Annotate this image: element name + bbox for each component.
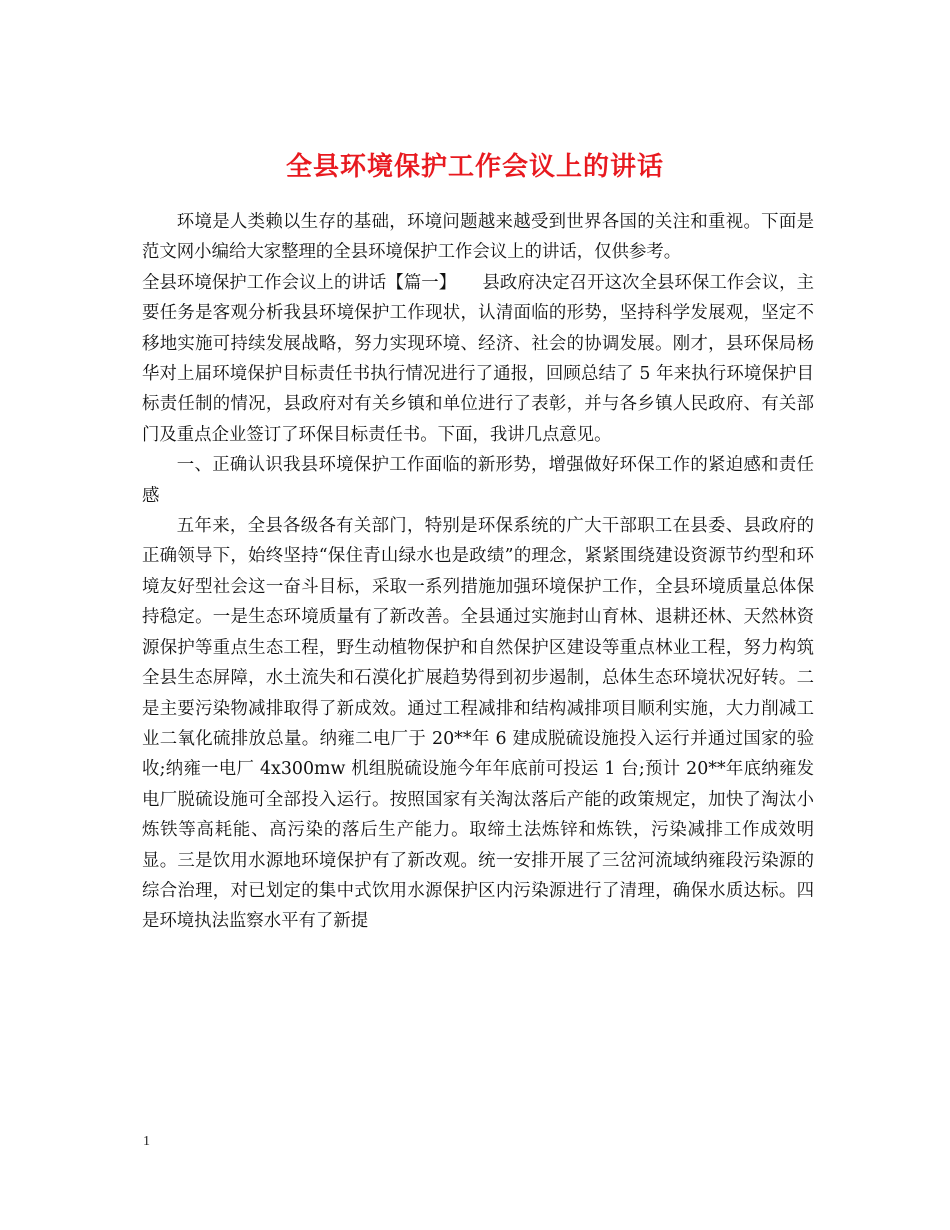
- five-years-paragraph: 五年来，全县各级各有关部门，特别是环保系统的广大干部职工在县委、县政府的正确领导下，始终坚持“保住青山绿水也是政绩”的理念，紧紧围绕建设资源节约型和环境友好型社会这一奋斗目标，采取一系列措施加强环境保护工作，全县环境质量总体保持稳定。一是生态环境质量有了新改善。全县通过实施封山育林、退耕还林、天然林资源保护等重点生态工程，野生动植物保护和自然保护区建设等重点林业工程，努力构筑全县生态屏障，水土流失和石漠化扩展趋势得到初步遏制，总体生态环境状况好转。二是主要污染物减排取得了新成效。通过工程减排和结构减排项目顺利实施，大力削减工业二氧化硫排放总量。纳雍二电厂于 20**年 6 建成脱硫设施投入运行并通过国家的验收;纳雍一电厂 4x300mw 机组脱硫设施今年年底前可投运 1 台;预计 20**年底纳雍发电厂脱硫设施可全部投入运行。按照国家有关淘汰落后产能的政策规定，加快了淘汰小炼铁等高耗能、高污染的落后生产能力。取缔土法炼锌和炼铁，污染减排工作成效明显。三是饮用水源地环境保护有了新改观。统一安排开展了三岔河流域纳雍段污染源的综合治理，对已划定的集中式饮用水源保护区内污染源进行了清理，确保水质达标。四是环境执法监察水平有了新提: [142, 516, 814, 932]
- intro-paragraph: 环境是人类赖以生存的基础，环境问题越来越受到世界各国的关注和重视。下面是范文网小编给大家整理的全县环境保护工作会议上的讲话，仅供参考。: [142, 212, 814, 263]
- page-number: 1: [143, 1134, 150, 1149]
- document-body: [142, 207, 814, 937]
- speech-opening-paragraph: 全县环境保护工作会议上的讲话【篇一】 县政府决定召开这次全县环保工作会议，主要任务是客观分析我县环境保护工作现状，认清面临的形势，坚持科学发展观，坚定不移地实施可持续发展战略，努力实现环境、经济、社会的协调发展。刚才，县环保局杨华对上届环境保护目标责任书执行情况进行了通报，回顾总结了 5 年来执行环境保护目标责任制的情况，县政府对有关乡镇和单位进行了表彰，并与各乡镇人民政府、有关部门及重点企业签订了环保目标责任书。下面，我讲几点意见。: [142, 272, 814, 445]
- document-title: 全县环境保护工作会议上的讲话: [285, 152, 664, 183]
- section-heading-one: 一、正确认识我县环境保护工作面临的新形势，增强做好环保工作的紧迫感和责任感: [142, 455, 814, 506]
